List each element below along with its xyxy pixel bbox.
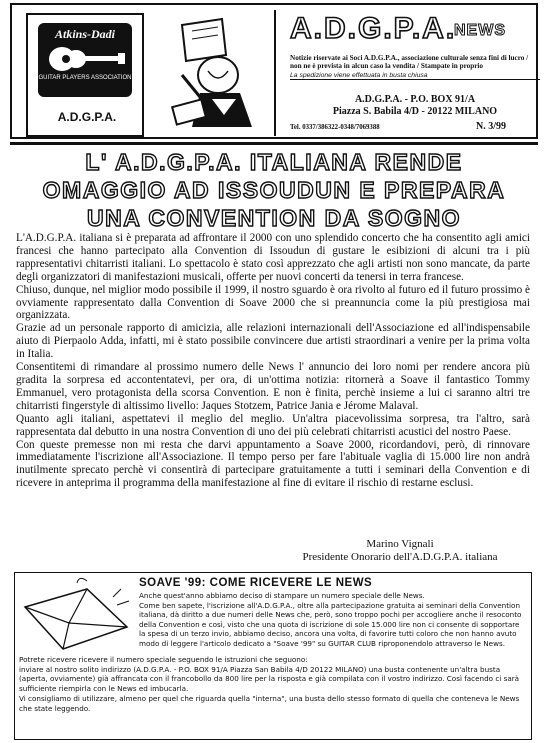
article-signature — [270, 538, 530, 564]
logo-emblem — [38, 23, 132, 97]
signature-name: Marino Vignali — [366, 538, 434, 550]
header-divider — [10, 142, 538, 145]
signature-role: Presidente Onorario dell'A.D.G.P.A. italiana — [302, 551, 498, 563]
postal-address — [290, 94, 540, 118]
soave-news-box — [14, 572, 532, 740]
address-line-2: Piazza S. Babila 4/D - 20122 MILANO — [332, 106, 498, 117]
logo-acronym: A.D.G.P.A. — [57, 110, 117, 124]
newsletter-word: NEWS — [454, 22, 506, 39]
article-headline — [14, 148, 534, 232]
paragraph: Vi consigliamo di utilizzare, almeno per quel che riguarda quella "interna", una busta dello stesso formato di quella che conteneva le News che state leggendo. — [19, 693, 520, 713]
distribution-notice: Notizie riservate ai Soci A.D.G.P.A., associazione culturale senza fini di lucro / non ne è prevista in alcun caso la vendita / Stampate in proprio — [290, 54, 529, 71]
guitarist-cartoon-icon — [152, 15, 270, 135]
paragraph: Anche quest'anno abbiamo deciso di stampare un numero speciale delle News. — [139, 591, 425, 600]
telephone-numbers: Tel. 0337/386322-0348/7069388 — [290, 124, 380, 131]
headline-line-1: L' A.D.G.P.A. ITALIANA RENDE — [85, 149, 463, 175]
news-info-panel — [274, 10, 542, 136]
guitar-icon — [44, 41, 126, 75]
box-title: SOAVE '99: COME RICEVERE LE NEWS — [139, 577, 373, 589]
paragraph: Con queste premesse non mi resta che darvi appuntamento a Soave 2000, ricordandovi, però, di rinnovare immediatamente l'iscrizione all'Associazione. Il tempo perso per fare l'abituale vaglia di 15.000 lire non andrà inutilmente sprecato perchè vi consentirà di partecipare gratuitamente a tutti i seminari della Convention e di ricevere in anteprima il programma della manifestazione al fine di evitare il rischio di restarne esclusi. — [16, 438, 530, 490]
paragraph: L'A.D.G.P.A. italiana si è preparata ad affrontare il 2000 con uno splendido concerto che ha consentito agli amici francesi che hanno partecipato alla Convention di Issoudun di gustare le esibizioni di alcuni tra i più rappresentativi chitarristi italiani. Lo spettacolo è stato così apprezzato che agli artisti non sono mancate, da parte degli organizzatori di manifestazioni musicali, offerte per nuovi concerti da tenersi in terra francese. — [16, 232, 530, 283]
paragraph: Grazie ad un personale rapporto di amicizia, alle relazioni internazionali dell'Associazione ed all'indispensabile aiuto di Pierpaolo Adda, infatti, mi è stato possibile convincere due artisti straordinari a venire per la prima volta in Italia. — [16, 322, 530, 361]
article-body — [16, 232, 530, 490]
box-instructions-text — [19, 655, 525, 713]
logo-subtitle: GUITAR PLAYERS ASSOCIATION — [38, 75, 132, 81]
issue-number: N. 3/99 — [476, 121, 506, 132]
handwritten-note: La spedizione viene effettuata in busta chiusa — [290, 72, 540, 80]
paragraph: Come ben sapete, l'iscrizione all'A.D.G.P.A., oltre alla partecipazione gratuita ai seminari della Convention italiana, dà diritto a due numeri delle News che, però, sono troppo pochi per accogliere anche il resoconto della Convention e così, visto che una quota di iscrizione di sole 15.000 lire non ci consente di sopportare la spesa di un terzo invio, abbiamo deciso, ancora una volta, di favorire tutti coloro che non hanno avuto modo di leggere l'articolo dedicato a "Soave '99" su GUITAR CLUB riproponendolo attraverso le News. — [139, 600, 522, 648]
headline-line-3: UNA CONVENTION DA SOGNO — [87, 205, 461, 231]
logo-brand-text: Atkins-Dadi — [54, 27, 115, 41]
paragraph: Chiuso, dunque, nel miglior modo possibile il 1999, il nostro sguardo è ora rivolto al futuro ed il futuro prossimo è ovviamente rappresentato dalla Convention di Soave 2000 che si preannuncia come la più prestigiosa mai organizzata. — [16, 283, 530, 322]
box-intro-text — [139, 591, 525, 649]
envelope-icon — [17, 577, 133, 659]
newsletter-title: A.D.G.P.A. — [290, 12, 457, 45]
paragraph: inviare al nostro solito indirizzo (A.D.G.P.A. - P.O. BOX 91/A Piazza San Babila 4/D 20122 MILANO) una busta contenente un'altra busta (aperta, ovviamente) già affrancata con il francobollo da 800 lire per la risposta e già compilata con il vostro indirizzo. Così facendo ci sarà sufficiente riempirla con le News ed imbucarla. — [19, 664, 520, 694]
headline-line-2: OMAGGIO AD ISSOUDUN E PREPARA — [42, 177, 506, 203]
masthead — [10, 3, 538, 139]
paragraph: Potrete ricevere ricevere il numero speciale seguendo le istruzioni che seguono: — [19, 655, 308, 664]
paragraph: Quanto agli italiani, aspettatevi il meglio del meglio. Un'altra piacevolissima sorpresa, tra l'altro, sarà rappresentata dal debutto in una nostra Convention di uno dei più celebrati chitarristi acustici del nostro Paese. — [16, 412, 530, 438]
association-logo — [26, 13, 144, 137]
paragraph: Consentitemi di rimandare al prossimo numero delle News l' annuncio dei loro nomi per rendere ancora più gradita la sorpresa ed accontentatevi, per ora, di un'ottima notizia: ritornerà a Soave il fantastico Tommy Emmanuel, vero protagonista della scorsa Convention. E non è finita, perchè insieme a lui ci saranno altri tre chitarristi fingerstyle di altissimo livello: Jaques Stotzem, Patrice Jania e Jérome Malaval. — [16, 361, 530, 412]
address-line-1: A.D.G.P.A. - P.O. BOX 91/A — [354, 94, 476, 105]
